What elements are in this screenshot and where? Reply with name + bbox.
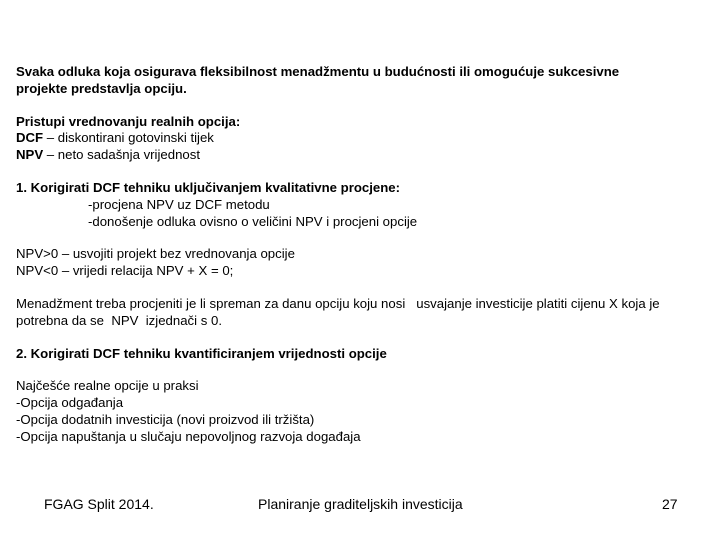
footer-title: Planiranje graditeljskih investicija [258, 496, 463, 512]
dcf-text: – diskontirani gotovinski tijek [43, 130, 214, 146]
intro-paragraph [16, 64, 706, 98]
approaches-heading: Pristupi vrednovanju realnih opcija: [16, 113, 241, 129]
management-line-1: Menadžment treba procjeniti je li spreman za danu opciju koju nosi usvajanje investicije platiti cijenu X koja je [16, 295, 660, 311]
method-1-item: -donošenje odluka ovisno o veličini NPV i procjeni opcije [88, 213, 418, 229]
method-2-heading: 2. Korigirati DCF tehniku kvantificiranjem vrijednosti opcije [16, 345, 387, 361]
options-section [16, 378, 706, 445]
npv-rules-section [16, 246, 706, 280]
method-1-heading: 1. Korigirati DCF tehniku uključivanjem kvalitativne procjene: [16, 179, 401, 195]
npv-rule-2: NPV<0 – vrijedi relacija NPV + X = 0; [16, 263, 234, 279]
npv-rule-1: NPV>0 – usvojiti projekt bez vrednovanja opcije [16, 246, 295, 262]
npv-abbr: NPV [16, 147, 44, 163]
method-2-section [16, 346, 706, 363]
option-item: -Opcija napuštanja u slučaju nepovoljnog razvoja događaja [16, 428, 361, 444]
page-number: 27 [662, 496, 678, 512]
dcf-definition [16, 130, 706, 147]
option-item: -Opcija odgađanja [16, 395, 124, 411]
footer-institution: FGAG Split 2014. [44, 496, 154, 512]
options-heading: Najčešće realne opcije u praksi [16, 378, 199, 394]
management-paragraph [16, 296, 706, 330]
slide-content [16, 64, 706, 462]
npv-definition [16, 147, 706, 164]
approaches-section [16, 114, 706, 164]
npv-text: – neto sadašnja vrijednost [43, 147, 201, 163]
management-line-2: potrebna da se NPV izjednači s 0. [16, 312, 222, 328]
intro-line-1: Svaka odluka koja osigurava fleksibilnost menadžmentu u budućnosti ili omogućuje sukcesivne [16, 64, 620, 79]
intro-line-2: projekte predstavlja opciju. [16, 80, 187, 96]
method-1-item: -procjena NPV uz DCF metodu [88, 196, 270, 212]
option-item: -Opcija dodatnih investicija (novi proizvod ili tržišta) [16, 411, 315, 427]
method-1-section [16, 180, 706, 230]
dcf-abbr: DCF [16, 130, 44, 146]
